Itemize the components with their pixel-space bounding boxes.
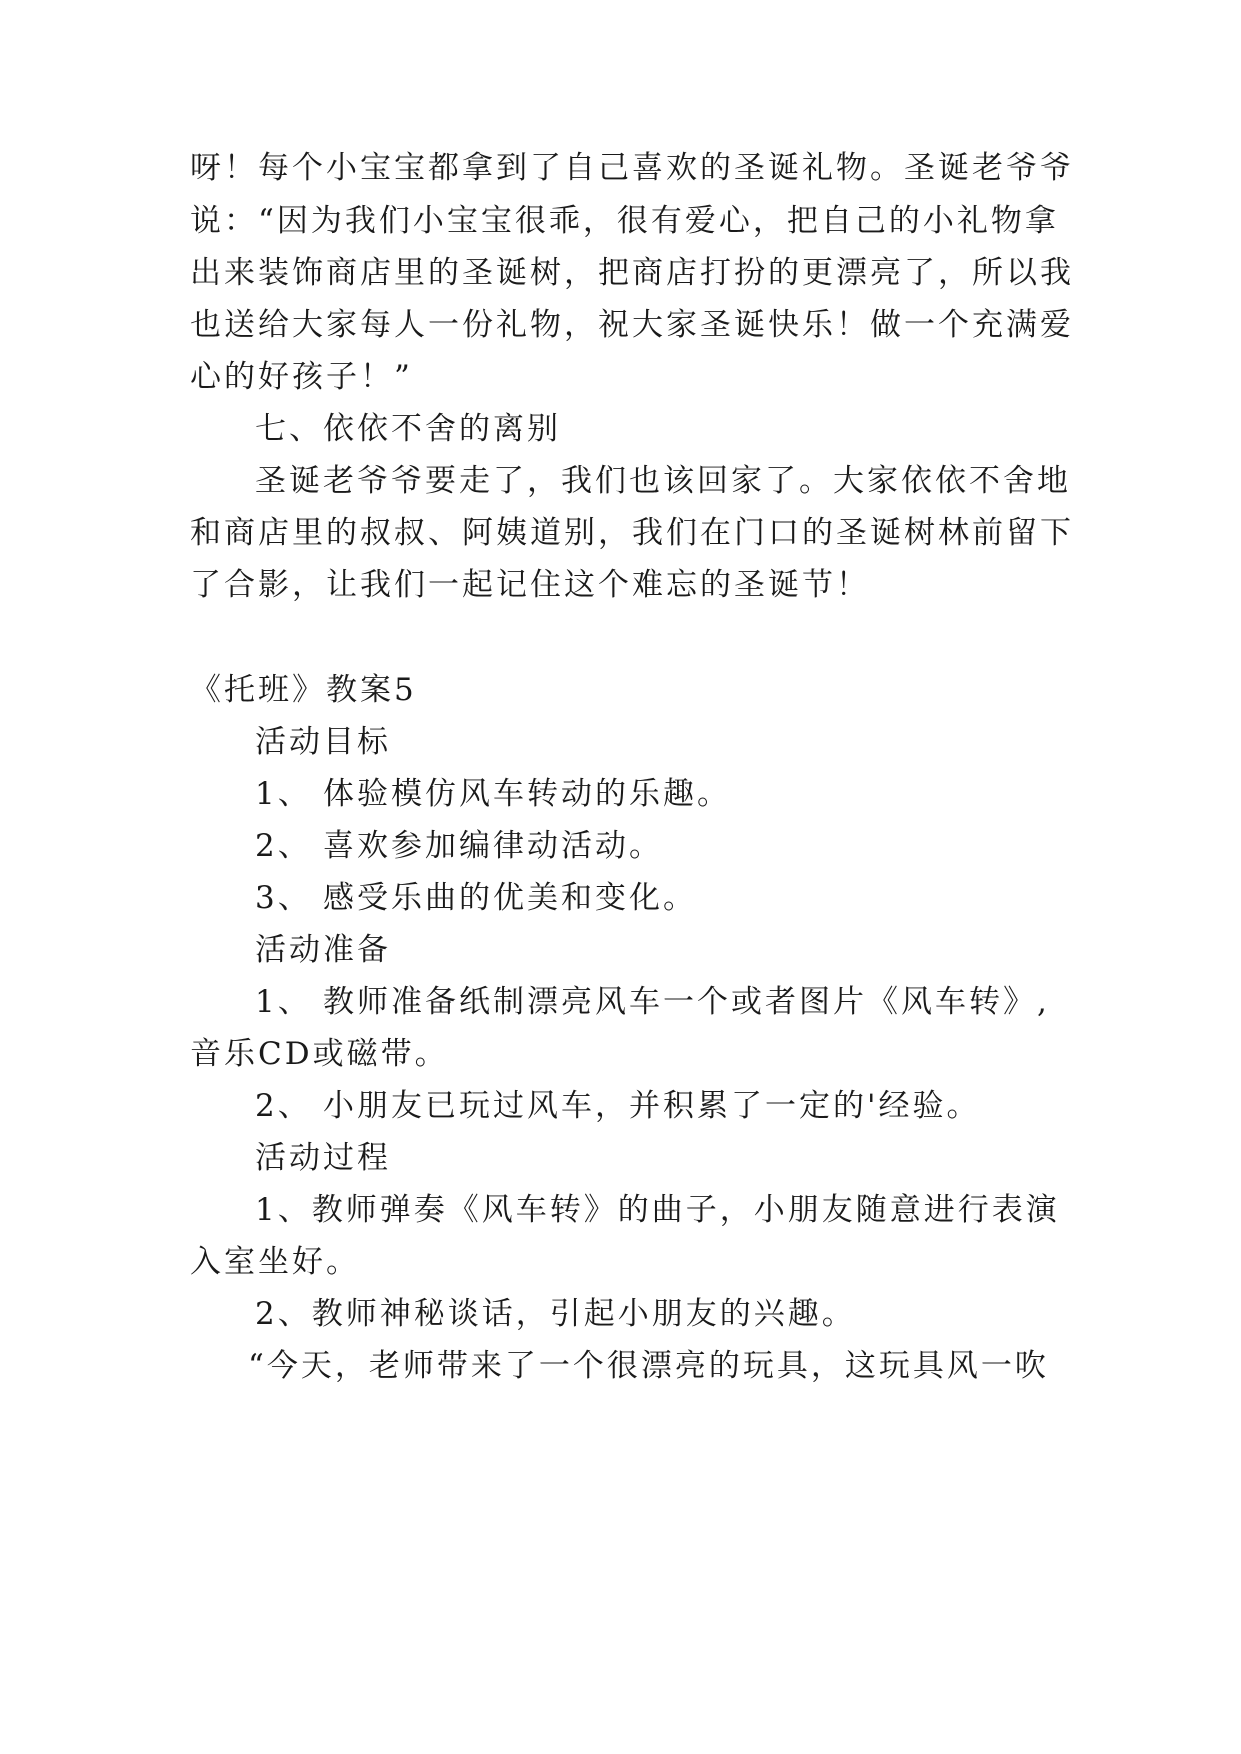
goal-item <box>0 774 1241 814</box>
paragraph-line: 心的好孩子！” <box>190 359 413 395</box>
goal-number: 3、 <box>255 880 312 916</box>
paragraph-line: 圣诞老爷爷要走了，我们也该回家了。大家依依不舍地 <box>255 463 1071 499</box>
prep-continuation: 音乐CD或磁带。 <box>190 1036 449 1072</box>
goal-item <box>0 878 1241 918</box>
goal-text: 感受乐曲的优美和变化。 <box>323 880 697 916</box>
goal-text: 喜欢参加编律动活动。 <box>323 828 663 864</box>
goal-item <box>0 826 1241 866</box>
section-heading: 七、依依不舍的离别 <box>255 411 561 447</box>
prep-text: 小朋友已玩过风车，并积累了一定的'经验。 <box>323 1088 981 1124</box>
lesson-title: 《托班》教案5 <box>190 672 417 708</box>
paragraph-line: 也送给大家每人一份礼物，祝大家圣诞快乐！做一个充满爱 <box>190 307 1074 343</box>
paragraph-line: 入室坐好。 <box>190 1244 360 1280</box>
paragraph-line: 说：“因为我们小宝宝很乖，很有爱心，把自己的小礼物拿 <box>190 203 1059 239</box>
prep-item <box>0 1086 1241 1126</box>
paragraph-line: 呀！每个小宝宝都拿到了自己喜欢的圣诞礼物。圣诞老爷爷 <box>190 150 1074 186</box>
prep-number: 1、 <box>255 984 312 1020</box>
goal-number: 2、 <box>255 828 312 864</box>
prep-text: 教师准备纸制漂亮风车一个或者图片《风车转》, <box>323 984 1050 1020</box>
process-heading: 活动过程 <box>255 1140 391 1176</box>
goal-number: 1、 <box>255 776 312 812</box>
goal-text: 体验模仿风车转动的乐趣。 <box>323 776 731 812</box>
paragraph-line: 和商店里的叔叔、阿姨道别，我们在门口的圣诞树林前留下 <box>190 515 1074 551</box>
prep-heading: 活动准备 <box>255 932 391 968</box>
paragraph-line: 2、教师神秘谈话，引起小朋友的兴趣。 <box>255 1296 856 1332</box>
paragraph-line: 1、教师弹奏《风车转》的曲子，小朋友随意进行表演 <box>255 1192 1060 1228</box>
prep-item <box>0 982 1241 1022</box>
paragraph-line: 了合影，让我们一起记住这个难忘的圣诞节！ <box>190 567 870 603</box>
goals-heading: 活动目标 <box>255 724 391 760</box>
paragraph-line: 出来装饰商店里的圣诞树，把商店打扮的更漂亮了，所以我 <box>190 255 1074 291</box>
prep-number: 2、 <box>255 1088 312 1124</box>
quote-line: “今天，老师带来了一个很漂亮的玩具，这玩具风一吹 <box>248 1348 1049 1384</box>
